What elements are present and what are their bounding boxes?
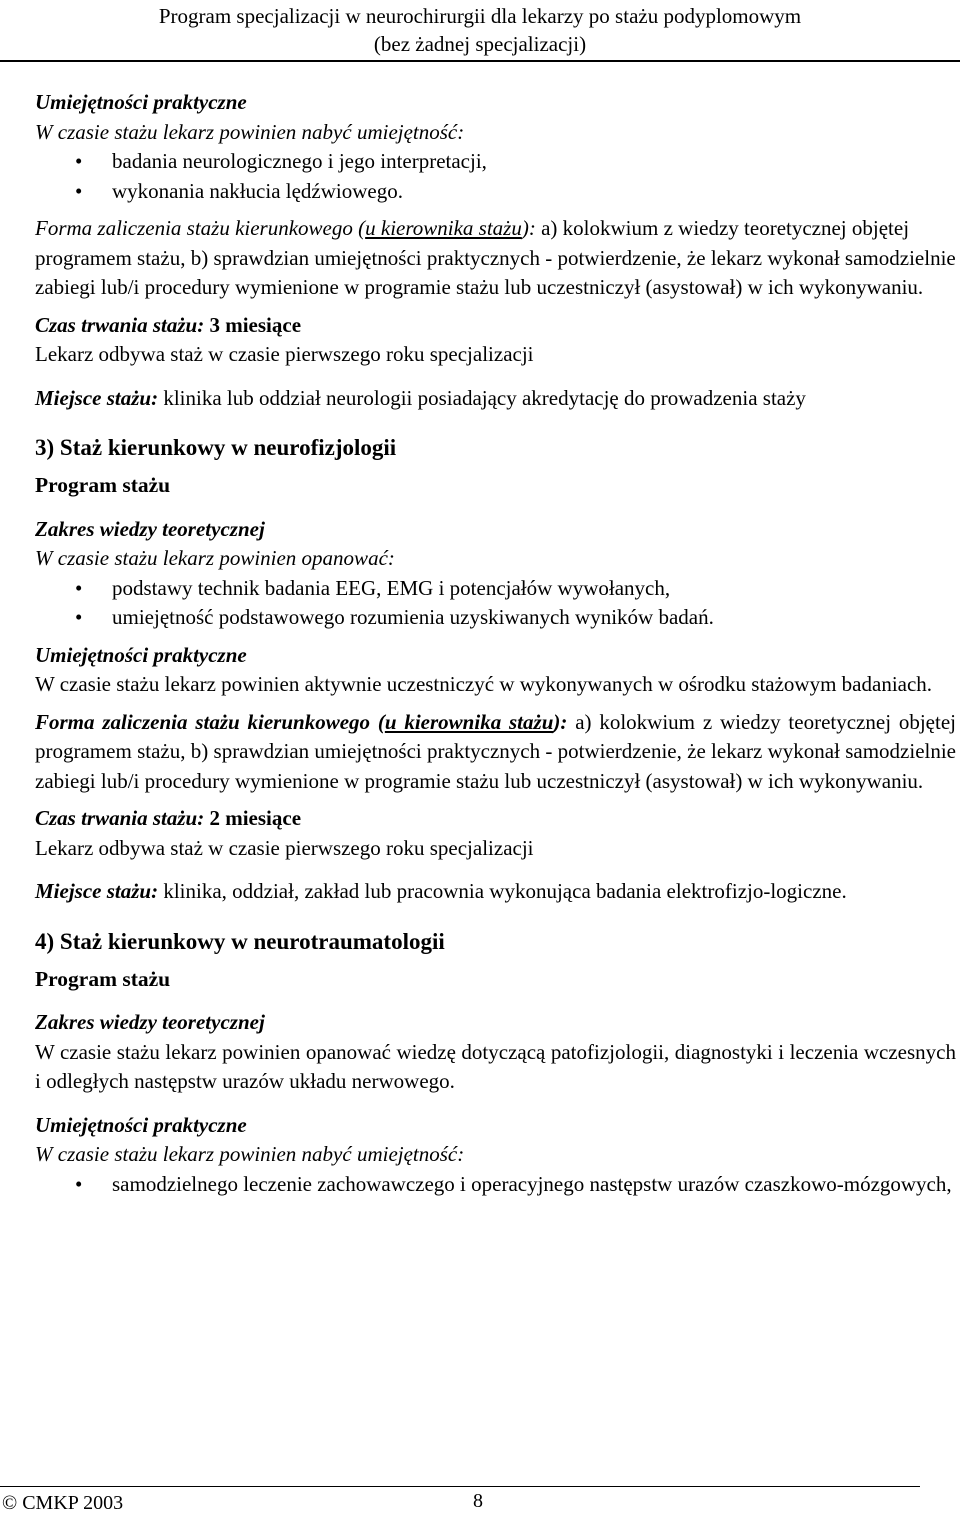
- sec3-knowledge-heading: Zakres wiedzy teoretycznej: [35, 516, 265, 541]
- list-item: • podstawy technik badania EEG, EMG i potencjałów wywołanych,: [35, 574, 956, 604]
- sec2-miejsce: Miejsce stażu: klinika lub oddział neurologii posiadający akredytację do prowadzenia staży: [35, 385, 806, 410]
- sec3-miejsce: Miejsce stażu: klinika, oddział, zakład lub pracownia wykonująca badania elektrofizjo-logiczne.: [35, 879, 847, 903]
- document-body: [35, 88, 956, 1199]
- sec2-skills-intro: W czasie stażu lekarz powinien nabyć umiejętność:: [35, 119, 465, 144]
- forma-text: a) kolokwium z wiedzy teoretycznej objętej programem stażu, b) sprawdzian umiejętności praktycznych - potwierdzenie, że lekarz wykonał samodzielnie zabiegi lub/i procedury wymienione w programie stażu lub uczestniczył (asystował) w ich wykonywaniu.: [35, 216, 956, 299]
- sec2-skills-heading: Umiejętności praktyczne: [35, 90, 247, 114]
- sec3-skills-text: W czasie stażu lekarz powinien aktywnie uczestniczyć w wykonywanych w ośrodku stażowym badaniach.: [35, 672, 933, 696]
- sec2-skills-list: [35, 147, 956, 206]
- footer-copyright: © CMKP 2003: [2, 1492, 124, 1514]
- header-divider: [0, 60, 960, 62]
- sec2-czas-trwania: Czas trwania stażu: 3 miesiące: [35, 312, 302, 337]
- list-item: • umiejętność podstawowego rozumienia uzyskiwanych wyników badań.: [35, 603, 956, 633]
- sec3-knowledge-list: [35, 574, 956, 633]
- sec3-program-heading: Program stażu: [35, 473, 171, 497]
- forma-label: Forma zaliczenia stażu kierunkowego (u kierownika stażu):: [35, 216, 536, 240]
- header-title: Program specjalizacji w neurochirurgii dla lekarzy po stażu podyplomowym: [158, 4, 802, 28]
- list-item: • wykonania nakłucia lędźwiowego.: [35, 177, 956, 207]
- page-number: 8: [473, 1490, 483, 1512]
- list-item: • badania neurologicznego i jego interpretacji,: [35, 147, 956, 177]
- sec3-skills-heading: Umiejętności praktyczne: [35, 642, 247, 667]
- sec4-program-heading: Program stażu: [35, 966, 171, 991]
- header-subtitle: (bez żadnej specjalizacji): [373, 32, 587, 56]
- forma-label: Forma zaliczenia stażu kierunkowego (u kierownika stażu):: [35, 709, 568, 734]
- sec3-title: 3) Staż kierunkowy w neurofizjologii: [35, 435, 397, 460]
- sec4-skills-intro: W czasie stażu lekarz powinien nabyć umiejętność:: [35, 1142, 465, 1166]
- list-item: • samodzielnego leczenie zachowawczego i operacyjnego następstw urazów czaszkowo-mózgowych,: [35, 1170, 956, 1200]
- page-header: [0, 0, 960, 58]
- sec4-knowledge-heading: Zakres wiedzy teoretycznej: [35, 1010, 265, 1034]
- sec4-skills-heading: Umiejętności praktyczne: [35, 1112, 247, 1137]
- sec4-knowledge-text: W czasie stażu lekarz powinien opanować wiedzę dotyczącą patofizjologii, diagnostyki i leczenia wczesnych i odległych następstw urazów układu nerwowego.: [35, 1039, 956, 1093]
- sec3-czas-trwania: Czas trwania stażu: 2 miesiące: [35, 806, 302, 830]
- sec4-skills-list: [35, 1170, 956, 1200]
- sec3-knowledge-intro: W czasie stażu lekarz powinien opanować:: [35, 546, 395, 570]
- forma-text: a) kolokwium z wiedzy teoretycznej objętej programem stażu, b) sprawdzian umiejętności praktycznych - potwierdzenie, że lekarz wykonał samodzielnie zabiegi lub/i procedury wymienione w programie stażu lub uczestniczył (asystował) w ich wykonywaniu.: [35, 709, 956, 793]
- sec3-forma-zaliczenia: [35, 708, 956, 797]
- sec2-forma-zaliczenia: [35, 214, 956, 303]
- footer-divider: [0, 1486, 920, 1487]
- sec4-title: 4) Staż kierunkowy w neurotraumatologii: [35, 928, 445, 954]
- sec3-czas-note: Lekarz odbywa staż w czasie pierwszego roku specjalizacji: [35, 835, 534, 860]
- sec2-czas-note: Lekarz odbywa staż w czasie pierwszego roku specjalizacji: [35, 342, 534, 366]
